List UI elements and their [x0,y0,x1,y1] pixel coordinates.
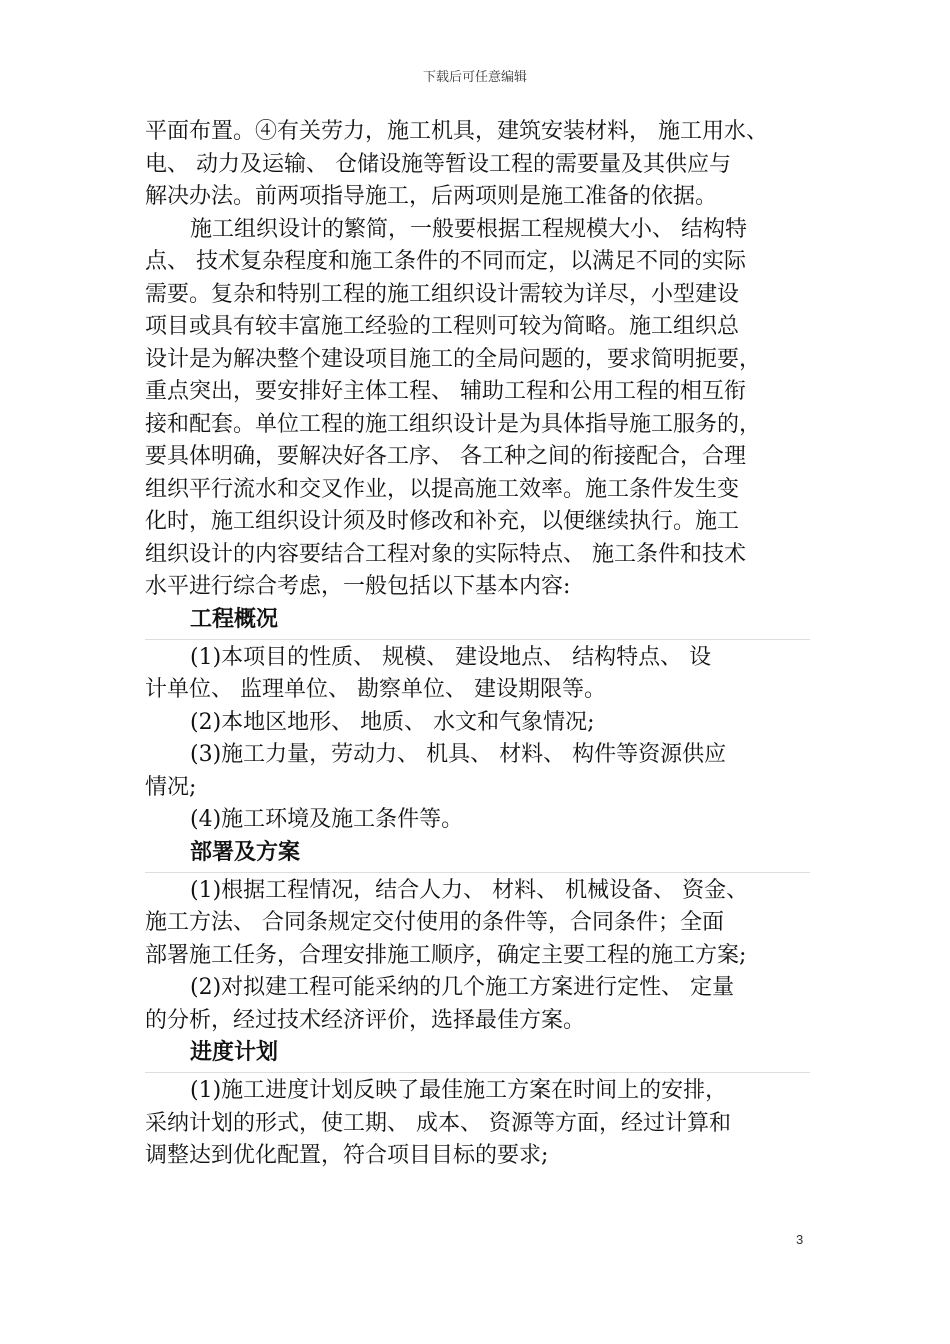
paragraph-line: 项目或具有较丰富施工经验的工程则可较为简略。施工组织总 [145,314,740,339]
section-heading: 部署及方案 [190,839,301,865]
paragraph-line: 水平进行综合考虑，一般包括以下基本内容: [145,574,571,599]
paragraph-line: 调整达到优化配置，符合项目目标的要求; [145,1143,549,1168]
paragraph-line: 设计是为解决整个建设项目施工的全局问题的，要求简明扼要， [145,346,762,372]
paragraph-line: 的分析，经过技术经济评价，选择最佳方案。 [145,1007,586,1033]
paragraph-line: (4)施工环境及施工条件等。 [190,807,464,832]
paragraph-line: 施工方法、 合同条规定交付使用的条件等，合同条件；全面 [145,910,724,935]
section-heading: 工程概况 [190,606,279,632]
paragraph-line: 化时，施工组织设计须及时修改和补充，以便继续执行。施工 [145,509,740,534]
paragraph-line: 重点突出，要安排好主体工程、 辅助工程和公用工程的相互衔 [145,379,746,404]
paragraph-line: 要具体明确，要解决好各工序、 各工种之间的衔接配合，合理 [145,444,746,469]
paragraph-line: 施工组织设计的繁简，一般要根据工程规模大小、 结构特 [190,216,747,242]
paragraph-line: (1)施工进度计划反映了最佳施工方案在时间上的安排， [190,1078,728,1103]
paragraph-line: 计单位、 监理单位、 勘察单位、 建设期限等。 [145,677,606,702]
heading-underline [145,872,810,873]
heading-underline [145,1072,810,1073]
paragraph-line: 组织平行流水和交叉作业，以提高施工效率。施工条件发生变 [145,476,740,502]
document-body [145,116,810,1173]
page-header: 下载后可任意编辑 [422,70,527,85]
paragraph-line: 电、 动力及运输、 仓储设施等暂设工程的需要量及其供应与 [145,151,731,177]
heading-underline [145,639,810,640]
paragraph-line: 接和配套。单位工程的施工组织设计是为具体指导施工服务的， [145,411,762,437]
paragraph-line: (1)本项目的性质、 规模、 建设地点、 结构特点、 设 [190,644,712,670]
paragraph-line: 采纳计划的形式，使工期、 成本、 资源等方面，经过计算和 [145,1110,731,1136]
page-number: 3 [796,1232,804,1247]
paragraph-line: 部署施工任务，合理安排施工顺序，确定主要工程的施工方案; [145,942,747,968]
paragraph-line: (1)根据工程情况，结合人力、 材料、 机械设备、 资金、 [190,877,749,903]
paragraph-line: 平面布置。④有关劳力，施工机具，建筑安装材料， 施工用水、 [145,119,768,144]
paragraph-line: 情况; [145,774,197,800]
paragraph-line: (3)施工力量，劳动力、 机具、 材料、 构件等资源供应 [190,742,727,767]
paragraph-line: (2)本地区地形、 地质、 水文和气象情况; [190,709,595,735]
paragraph-line: 点、 技术复杂程度和施工条件的不同而定，以满足不同的实际 [145,249,746,274]
paragraph-line: 需要。复杂和特别工程的施工组织设计需较为详尽，小型建设 [145,281,740,307]
paragraph-line: 解决办法。前两项指导施工，后两项则是施工准备的依据。 [145,184,718,209]
section-heading: 进度计划 [190,1040,279,1065]
paragraph-line: (2)对拟建工程可能采纳的几个施工方案进行定性、 定量 [190,975,735,1000]
paragraph-line: 组织设计的内容要结合工程对象的实际特点、 施工条件和技术 [145,541,746,567]
